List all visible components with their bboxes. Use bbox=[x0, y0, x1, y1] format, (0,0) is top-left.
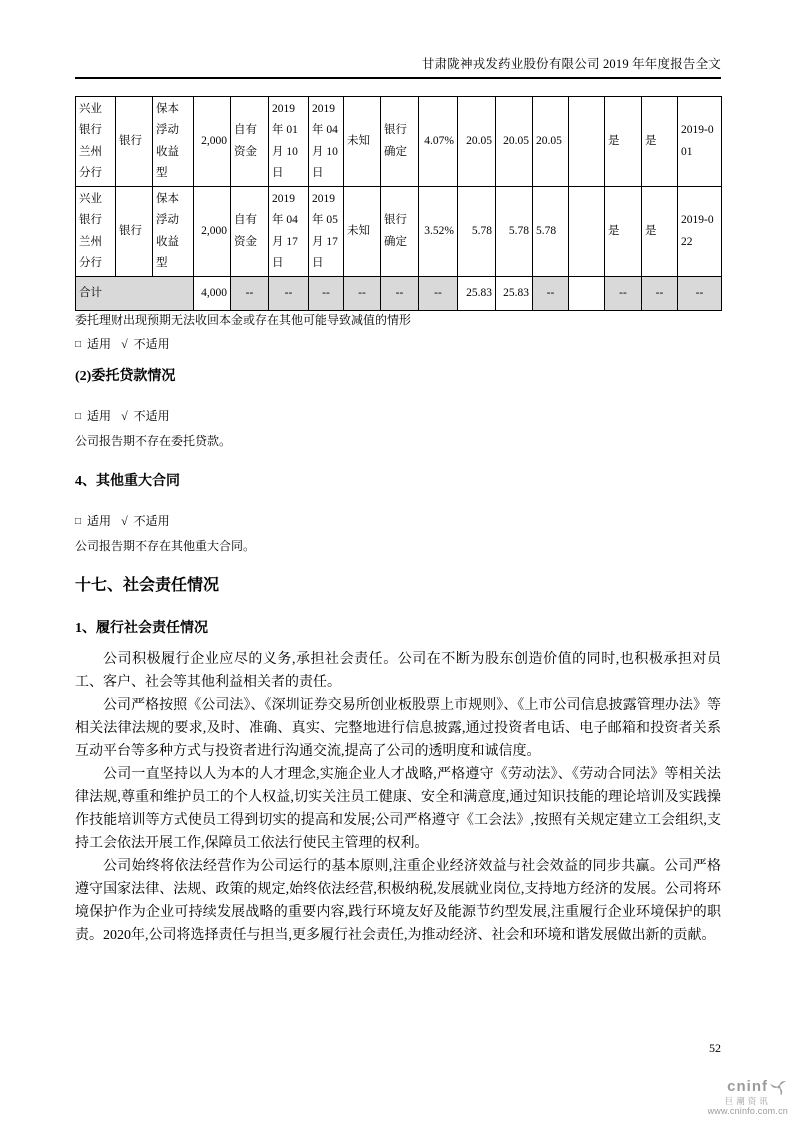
table-cell: 是 bbox=[605, 97, 642, 187]
table-cell: 20.05 bbox=[533, 97, 569, 187]
applicability-line-wealth bbox=[75, 336, 721, 354]
table-cell: -- bbox=[605, 277, 642, 311]
applicability-line-loans bbox=[75, 408, 721, 426]
table-cell: 2,000 bbox=[194, 97, 231, 187]
table-cell: 20.05 bbox=[496, 97, 533, 187]
applicable-label: 适用 bbox=[87, 514, 112, 528]
table-cell: 保本浮动收益型 bbox=[153, 187, 194, 277]
social-responsibility-paragraphs bbox=[75, 648, 721, 947]
table-cell: -- bbox=[419, 277, 458, 311]
table-cell: 2019-001 bbox=[678, 97, 722, 187]
table-cell: 是 bbox=[605, 187, 642, 277]
table-cell: 兴业银行兰州分行 bbox=[76, 97, 116, 187]
table-cell: 3.52% bbox=[419, 187, 458, 277]
entrusted-wealth-table bbox=[75, 96, 722, 311]
table-cell: 未知 bbox=[344, 187, 381, 277]
table-cell bbox=[569, 97, 605, 187]
applicable-label: 适用 bbox=[87, 337, 112, 351]
cninfo-brand-cn: 巨潮资讯 bbox=[724, 1095, 771, 1106]
table-cell: 2019 年 01 月 10 日 bbox=[269, 97, 309, 187]
table-cell: 2019 年 05 月 17 日 bbox=[309, 187, 344, 277]
table-cell: -- bbox=[678, 277, 722, 311]
cninfo-brand-text: cninf bbox=[727, 1078, 768, 1095]
cninfo-swirl-icon bbox=[770, 1079, 788, 1095]
table-cell: 银行确定 bbox=[381, 97, 419, 187]
checkmark-icon: √ bbox=[121, 337, 128, 351]
table-cell: 未知 bbox=[344, 97, 381, 187]
table-cell: 自有资金 bbox=[231, 187, 269, 277]
table-cell: -- bbox=[309, 277, 344, 311]
not-applicable-label: 不适用 bbox=[133, 514, 170, 528]
table-cell: 5.78 bbox=[496, 187, 533, 277]
applicable-label: 适用 bbox=[87, 409, 112, 423]
table-total-row bbox=[76, 277, 722, 311]
table-cell bbox=[569, 187, 605, 277]
page-number: 52 bbox=[709, 1041, 721, 1055]
table-cell: 20.05 bbox=[458, 97, 496, 187]
table-cell bbox=[569, 277, 605, 311]
table-cell: -- bbox=[344, 277, 381, 311]
table-cell: -- bbox=[533, 277, 569, 311]
heading-social-responsibility-sub: 1、履行社会责任情况 bbox=[75, 621, 208, 636]
table-row bbox=[76, 97, 722, 187]
checkbox-unchecked-icon: □ bbox=[75, 516, 82, 527]
body-paragraph: 公司一直坚持以人为本的人才理念,实施企业人才战略,严格遵守《劳动法》、《劳动合同法》等相关法律法规,尊重和维护员工的个人权益,切实关注员工健康、安全和满意度,通过知识技能的理论培训及实践操作技能培训等方式使员工得到切实的提高和发展;公司严格遵守《工会法》,按照有关规定建立工会组织,支持工会依法开展工作,保障员工依法行使民主管理的权利。 bbox=[75, 767, 721, 851]
table-cell: 是 bbox=[642, 187, 678, 277]
cninfo-logo bbox=[708, 1079, 788, 1117]
table-cell: 2019 年 04 月 10 日 bbox=[309, 97, 344, 187]
heading-entrusted-loans: (2)委托贷款情况 bbox=[75, 369, 176, 384]
table-cell: 5.78 bbox=[533, 187, 569, 277]
body-paragraph: 公司严格按照《公司法》、《深圳证券交易所创业板股票上市规则》、《上市公司信息披露管理办法》等相关法律法规的要求,及时、准确、真实、完整地进行信息披露,通过投资者电话、电子邮箱和投资者关系互动平台等多种方式与投资者进行沟通交流,提高了公司的透明度和诚信度。 bbox=[75, 698, 721, 759]
cninfo-url: www.cninfo.com.cn bbox=[707, 1105, 788, 1116]
table-cell: 是 bbox=[642, 97, 678, 187]
heading-other-contracts: 4、其他重大合同 bbox=[75, 474, 180, 489]
table-cell: -- bbox=[231, 277, 269, 311]
checkbox-unchecked-icon: □ bbox=[75, 339, 82, 350]
total-label-cell: 合计 bbox=[76, 277, 194, 311]
impairment-note: 委托理财出现预期无法收回本金或存在其他可能导致减值的情形 bbox=[75, 313, 412, 327]
checkmark-icon: √ bbox=[121, 409, 128, 423]
table-cell: 银行 bbox=[116, 187, 153, 277]
other-contracts-body: 公司报告期不存在其他重大合同。 bbox=[75, 539, 256, 553]
table-cell: 保本浮动收益型 bbox=[153, 97, 194, 187]
table-cell: 25.83 bbox=[458, 277, 496, 311]
table-row bbox=[76, 187, 722, 277]
table-cell: 4.07% bbox=[419, 97, 458, 187]
table-cell: 银行 bbox=[116, 97, 153, 187]
table-cell: -- bbox=[269, 277, 309, 311]
table-cell: 2019 年 04 月 17 日 bbox=[269, 187, 309, 277]
table-cell: 2,000 bbox=[194, 187, 231, 277]
table-cell: -- bbox=[642, 277, 678, 311]
not-applicable-label: 不适用 bbox=[133, 409, 170, 423]
body-paragraph: 公司始终将依法经营作为公司运行的基本原则,注重企业经济效益与社会效益的同步共赢。公司严格遵守国家法律、法规、政策的规定,始终依法经营,积极纳税,发展就业岗位,支持地方经济的发展。公司将环境保护作为企业可持续发展战略的重要内容,践行环境友好及能源节约型发展,注重履行企业环境保护的职责。2020年,公司将选择责任与担当,更多履行社会责任,为推动经济、社会和环境和谐发展做出新的贡献。 bbox=[75, 859, 721, 943]
entrusted-loans-body: 公司报告期不存在委托贷款。 bbox=[75, 434, 232, 448]
heading-social-responsibility: 十七、社会责任情况 bbox=[75, 577, 220, 594]
table-cell: 银行确定 bbox=[381, 187, 419, 277]
table-cell: 25.83 bbox=[496, 277, 533, 311]
table-cell: 自有资金 bbox=[231, 97, 269, 187]
checkmark-icon: √ bbox=[121, 514, 128, 528]
applicability-line-contracts bbox=[75, 513, 721, 531]
checkbox-unchecked-icon: □ bbox=[75, 411, 82, 422]
table-cell: 4,000 bbox=[194, 277, 231, 311]
table-cell: 5.78 bbox=[458, 187, 496, 277]
page-header-title: 甘肃陇神戎发药业股份有限公司 2019 年年度报告全文 bbox=[75, 54, 721, 79]
table-cell: 2019-022 bbox=[678, 187, 722, 277]
body-paragraph: 公司积极履行企业应尽的义务,承担社会责任。公司在不断为股东创造价值的同时,也积极承担对员工、客户、社会等其他利益相关者的责任。 bbox=[75, 652, 721, 690]
table-cell: -- bbox=[381, 277, 419, 311]
not-applicable-label: 不适用 bbox=[133, 337, 170, 351]
table-cell: 兴业银行兰州分行 bbox=[76, 187, 116, 277]
